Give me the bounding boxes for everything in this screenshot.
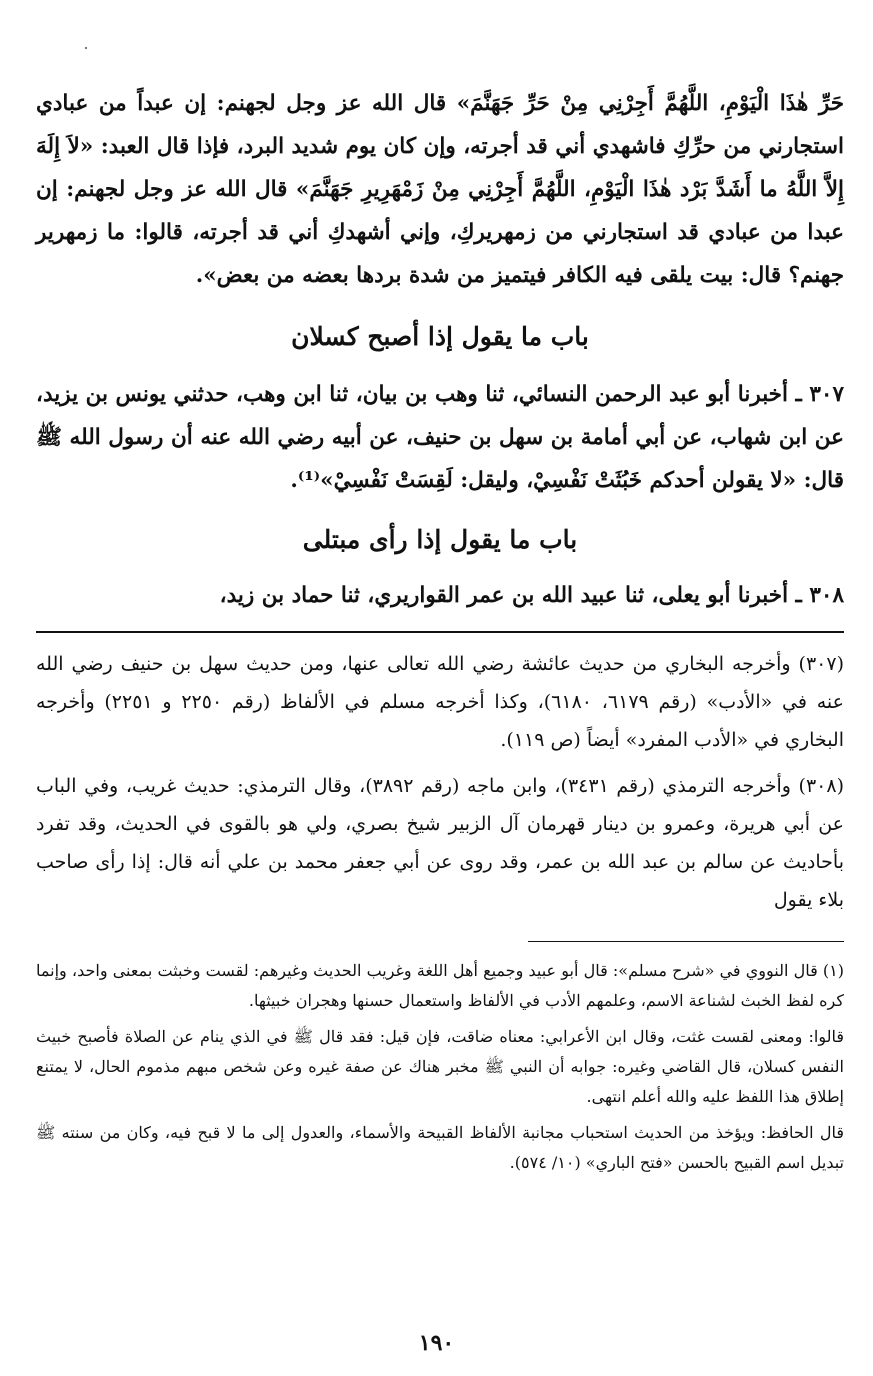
scan-speck: [85, 47, 87, 49]
footnote-1-paragraph-1: (١) قال النووي في «شرح مسلم»: قال أبو عبيد وجميع أهل اللغة وغريب الحديث وغيرهم: لقست وخبثت بمعنى واحد، وإنما كره لفظ الخبث لشناعة الاسم، وعلمهم الأدب في الألفاظ واستعمال حسنها وهجران خبيثها.: [36, 961, 844, 1010]
footnotes: [36, 956, 844, 1178]
hadith-308: ٣٠٨ ـ أخبرنا أبو يعلى، ثنا عبيد الله بن عمر القواريري، ثنا حماد بن زيد،: [219, 583, 844, 608]
hadith-307: ٣٠٧ ـ أخبرنا أبو عبد الرحمن النسائي، ثنا وهب بن بيان، ثنا ابن وهب، حدثني يونس بن يزيد، عن ابن شهاب، عن أبي أمامة بن سهل بن حنيف، عن أبيه رضي الله عنه أن رسول الله ﷺ قال: «لا يقولن أحدكم خَبُثَتْ نَفْسِيْ، وليقل: لَقِسَتْ نَفْسِيْ»⁽¹⁾.: [36, 382, 844, 493]
note-307: (٣٠٧) وأخرجه البخاري من حديث عائشة رضي الله تعالى عنها، ومن حديث سهل بن حنيف رضي الله عنه في «الأدب» (رقم ٦١٧٩، ٦١٨٠)، وكذا أخرجه مسلم في الألفاظ (رقم ٢٢٥٠ و ٢٢٥١) وأخرجه البخاري في «الأدب المفرد» أيضاً (ص ١١٩).: [36, 653, 844, 751]
paragraph-continuation: حَرِّ هٰذَا الْيَوْمِ، اللَّهُمَّ أَجِرْنِي مِنْ حَرِّ جَهَنَّمَ» قال الله عز وجل لجهنم: إن عبداً من عبادي استجارني من حرِّكِ فاشهدي أني قد أجرته، وإن كان يوم شديد البرد، فإذا قال العبد: «لاَ إِلَهَ إِلاَّ اللَّهُ ما أَشَدَّ بَرْد هٰذَا الْيَوْمِ، اللَّهُمَّ أَجِرْنِي مِنْ زَمْهَرِيرِ جَهَنَّمَ» قال الله عز وجل لجهنم: إن عبدا من عبادي قد استجارني من زمهريركِ، وإني أشهدكِ أني قد أجرته، قالوا: ما زمهرير جهنم؟ قال: بيت يلقى فيه الكافر فيتميز من شدة بردها بعضه من بعض».: [36, 91, 844, 288]
section-heading-afflicted: باب ما يقول إذا رأى مبتلى: [302, 525, 578, 554]
takhrij-notes: [36, 645, 844, 919]
page-content: [36, 82, 844, 1178]
footnote-divider: [528, 941, 844, 942]
footnote-1-paragraph-2: قالوا: ومعنى لقست غثت، وقال ابن الأعرابي: معناه ضاقت، فإن قيل: فقد قال ﷺ في الذي ينام عن الصلاة فأصبح خبيث النفس كسلان، قال القاضي وغيره: جوابه أن النبي ﷺ مخبر هناك عن صفة غيره وعن شخص مبهم مذموم الحال، لا يمتنع إطلاق هذا اللفظ عليه والله أعلم انتهى.: [36, 1027, 844, 1106]
section-heading-lazy-morning: باب ما يقول إذا أصبح كسلان: [291, 322, 589, 351]
note-308: (٣٠٨) وأخرجه الترمذي (رقم ٣٤٣١)، وابن ماجه (رقم ٣٨٩٢)، وقال الترمذي: حديث غريب، وفي الباب عن أبي هريرة، وعمرو بن دينار قهرمان آل الزبير شيخ بصري، ولي هو بالقوى في الحديث، وقد تفرد بأحاديث عن سالم بن عبد الله بن عمر، وقد روى عن أبي جعفر محمد بن علي أنه قال: إذا رأى صاحب بلاء يقول: [36, 775, 845, 911]
notes-divider: [36, 631, 844, 633]
page-number: ١٩٠: [418, 1330, 455, 1356]
footnote-1-paragraph-3: قال الحافظ: ويؤخذ من الحديث استحباب مجانبة الألفاظ القبيحة والأسماء، والعدول إلى ما لا قبح فيه، وكان من سنته ﷺ تبديل اسم القبيح بالحسن «فتح الباري» (١٠/ ٥٧٤).: [36, 1123, 844, 1172]
main-text: [36, 82, 844, 617]
